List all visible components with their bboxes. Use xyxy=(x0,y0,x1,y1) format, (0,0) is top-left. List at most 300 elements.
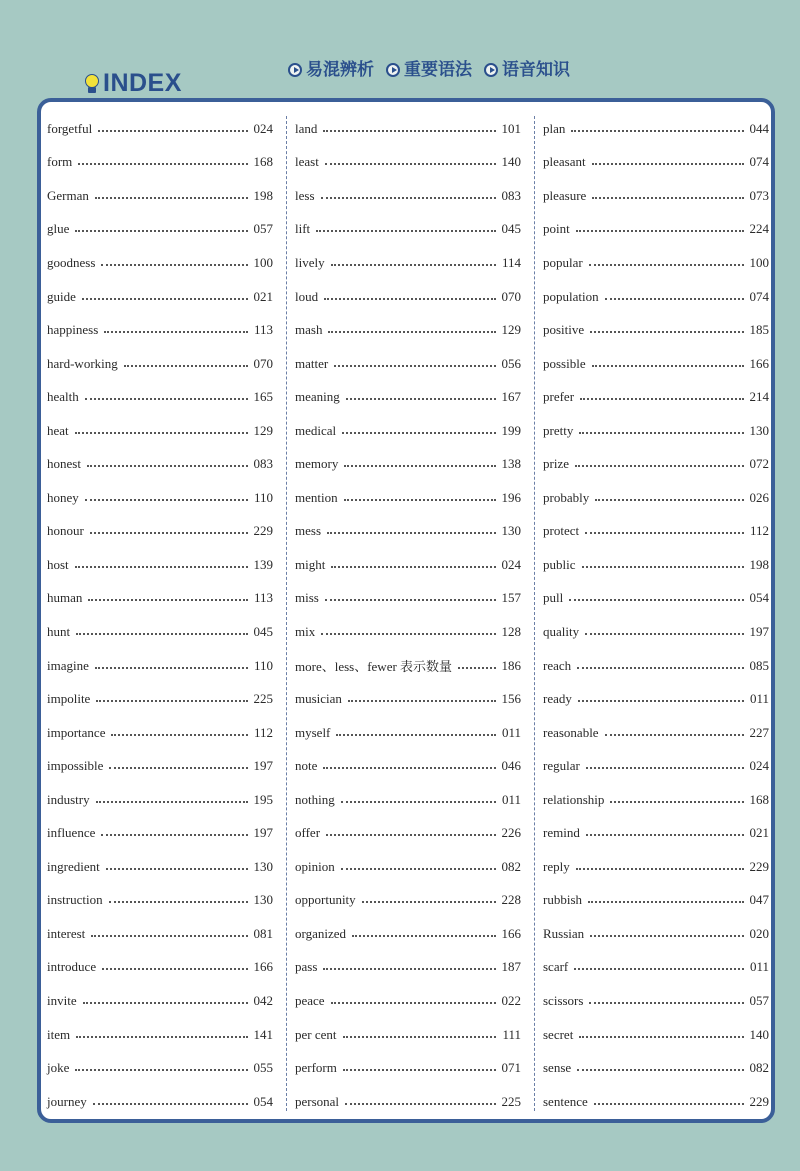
dot-leader xyxy=(96,700,247,702)
entry-page-number: 225 xyxy=(501,1093,521,1109)
entry-word: industry xyxy=(47,791,90,807)
index-entry[interactable] xyxy=(543,179,769,213)
dot-leader xyxy=(576,230,744,232)
entry-word: mention xyxy=(295,489,338,505)
index-entry[interactable] xyxy=(543,582,769,616)
entry-word: reasonable xyxy=(543,724,599,740)
entry-page-number: 057 xyxy=(253,221,273,237)
dot-leader xyxy=(458,667,495,669)
index-entry[interactable] xyxy=(47,179,273,213)
entry-word: sentence xyxy=(543,1093,588,1109)
index-entry[interactable] xyxy=(543,816,769,850)
index-column-2 xyxy=(295,112,521,1118)
index-entry[interactable] xyxy=(47,414,273,448)
entry-word: least xyxy=(295,154,319,170)
index-entry[interactable] xyxy=(295,515,521,549)
entry-page-number: 083 xyxy=(501,187,521,203)
index-entry[interactable] xyxy=(47,682,273,716)
index-entry[interactable] xyxy=(295,749,521,783)
index-entry[interactable] xyxy=(543,414,769,448)
index-entry[interactable] xyxy=(543,1018,769,1052)
index-entry[interactable] xyxy=(295,1051,521,1085)
entry-page-number: 113 xyxy=(253,590,273,606)
entry-page-number: 070 xyxy=(501,288,521,304)
index-entry[interactable] xyxy=(295,649,521,683)
index-entry[interactable] xyxy=(47,548,273,582)
dot-leader xyxy=(75,230,247,232)
entry-page-number: 081 xyxy=(253,925,273,941)
index-entry[interactable] xyxy=(47,246,273,280)
entry-word: item xyxy=(47,1026,71,1042)
entry-page-number: 198 xyxy=(253,187,273,203)
index-entry[interactable] xyxy=(47,951,273,985)
index-entry[interactable] xyxy=(47,917,273,951)
entry-page-number: 166 xyxy=(253,959,273,975)
entry-word: public xyxy=(543,556,576,572)
entry-word: matter xyxy=(295,355,329,371)
entry-word: interest xyxy=(47,925,86,941)
index-entry[interactable] xyxy=(543,884,769,918)
index-entry[interactable] xyxy=(295,280,521,314)
nav-label: 语音知识 xyxy=(502,60,570,80)
entry-page-number: 073 xyxy=(749,187,769,203)
index-entry[interactable] xyxy=(47,112,273,146)
entry-word: pull xyxy=(543,590,564,606)
nav-item-confusables[interactable] xyxy=(288,58,374,82)
entry-page-number: 214 xyxy=(749,389,769,405)
index-entry[interactable] xyxy=(47,850,273,884)
entry-word: peace xyxy=(295,992,325,1008)
entry-word: opportunity xyxy=(295,892,356,908)
entry-word: German xyxy=(47,187,89,203)
index-entry[interactable] xyxy=(543,716,769,750)
entry-page-number: 110 xyxy=(253,657,273,673)
entry-page-number: 110 xyxy=(253,489,273,505)
dot-leader xyxy=(124,365,248,367)
entry-word: prize xyxy=(543,456,569,472)
entry-page-number: 024 xyxy=(501,556,521,572)
dot-leader xyxy=(327,532,496,534)
index-entry[interactable] xyxy=(47,447,273,481)
dot-leader xyxy=(102,968,247,970)
entry-word: more、less、fewer 表示数量 xyxy=(295,659,453,675)
entry-page-number: 054 xyxy=(253,1093,273,1109)
entry-page-number: 186 xyxy=(501,657,521,673)
dot-leader xyxy=(586,834,744,836)
index-entry[interactable] xyxy=(47,380,273,414)
dot-leader xyxy=(90,532,248,534)
entry-page-number: 229 xyxy=(749,858,769,874)
dot-leader xyxy=(605,734,744,736)
dot-leader xyxy=(605,298,744,300)
entry-word: invite xyxy=(47,992,77,1008)
entry-word: pleasure xyxy=(543,187,587,203)
dot-leader xyxy=(109,901,248,903)
entry-page-number: 130 xyxy=(253,892,273,908)
dot-leader xyxy=(324,298,495,300)
index-entry[interactable] xyxy=(543,951,769,985)
entry-page-number: 082 xyxy=(749,1060,769,1076)
entry-page-number: 129 xyxy=(501,322,521,338)
dot-leader xyxy=(594,1103,744,1105)
entry-word: imagine xyxy=(47,657,89,673)
index-entry[interactable] xyxy=(543,984,769,1018)
index-entry[interactable] xyxy=(47,515,273,549)
dot-leader xyxy=(579,432,743,434)
dot-leader xyxy=(75,566,248,568)
nav-label: 重要语法 xyxy=(404,60,472,80)
dot-leader xyxy=(75,432,248,434)
dot-leader xyxy=(577,667,743,669)
dot-leader xyxy=(98,130,247,132)
column-divider xyxy=(534,116,535,1111)
dot-leader xyxy=(328,331,495,333)
entry-page-number: 130 xyxy=(253,858,273,874)
index-entry[interactable] xyxy=(543,246,769,280)
entry-page-number: 139 xyxy=(253,556,273,572)
dot-leader xyxy=(341,801,496,803)
dot-leader xyxy=(331,1002,496,1004)
entry-page-number: 011 xyxy=(501,791,521,807)
index-entry[interactable] xyxy=(543,917,769,951)
index-panel xyxy=(37,98,775,1123)
dot-leader xyxy=(331,566,495,568)
entry-word: ready xyxy=(543,691,572,707)
play-icon xyxy=(288,63,302,77)
dot-leader xyxy=(346,398,496,400)
index-entry[interactable] xyxy=(47,649,273,683)
entry-word: mash xyxy=(295,322,323,338)
entry-word: hard-working xyxy=(47,355,118,371)
entry-word: hunt xyxy=(47,623,71,639)
entry-word: perform xyxy=(295,1060,337,1076)
index-entry[interactable] xyxy=(47,347,273,381)
dot-leader xyxy=(78,163,247,165)
entry-page-number: 197 xyxy=(749,623,769,639)
index-entry[interactable] xyxy=(295,1018,521,1052)
index-entry[interactable] xyxy=(47,716,273,750)
index-entry[interactable] xyxy=(295,917,521,951)
dot-leader xyxy=(82,298,248,300)
index-entry[interactable] xyxy=(543,749,769,783)
lightbulb-icon xyxy=(84,72,100,94)
index-entry[interactable] xyxy=(47,615,273,649)
index-entry[interactable] xyxy=(47,884,273,918)
entry-page-number: 198 xyxy=(749,556,769,572)
entry-page-number: 229 xyxy=(253,523,273,539)
index-entry[interactable] xyxy=(295,447,521,481)
nav-item-phonetics[interactable] xyxy=(484,58,570,82)
entry-word: possible xyxy=(543,355,586,371)
dot-leader xyxy=(582,566,744,568)
entry-word: organized xyxy=(295,925,347,941)
entry-word: less xyxy=(295,187,315,203)
dot-leader xyxy=(344,465,495,467)
entry-page-number: 128 xyxy=(501,623,521,639)
entry-word: ingredient xyxy=(47,858,100,874)
index-entry[interactable] xyxy=(543,515,769,549)
index-entry[interactable] xyxy=(295,246,521,280)
dot-leader xyxy=(342,432,495,434)
index-entry[interactable] xyxy=(543,1051,769,1085)
entry-word: mix xyxy=(295,623,316,639)
entry-page-number: 167 xyxy=(501,389,521,405)
entry-page-number: 141 xyxy=(253,1026,273,1042)
dot-leader xyxy=(574,968,744,970)
index-entry[interactable] xyxy=(47,146,273,180)
index-entry[interactable] xyxy=(543,313,769,347)
index-entry[interactable] xyxy=(295,783,521,817)
entry-page-number: 130 xyxy=(501,523,521,539)
dot-leader xyxy=(104,331,248,333)
entry-page-number: 112 xyxy=(749,523,769,539)
entry-page-number: 225 xyxy=(253,691,273,707)
dot-leader xyxy=(569,599,743,601)
entry-word: honey xyxy=(47,489,79,505)
index-entry[interactable] xyxy=(543,112,769,146)
entry-word: rubbish xyxy=(543,892,582,908)
header xyxy=(0,0,800,100)
index-entry[interactable] xyxy=(295,1085,521,1119)
entry-word: joke xyxy=(47,1060,70,1076)
index-entry[interactable] xyxy=(295,984,521,1018)
index-entry[interactable] xyxy=(47,749,273,783)
entry-page-number: 082 xyxy=(501,858,521,874)
entry-word: happiness xyxy=(47,322,99,338)
index-entry[interactable] xyxy=(47,313,273,347)
entry-word: pass xyxy=(295,959,318,975)
entry-page-number: 047 xyxy=(749,892,769,908)
entry-word: honour xyxy=(47,523,84,539)
entry-page-number: 011 xyxy=(749,691,769,707)
dot-leader xyxy=(331,264,496,266)
dot-leader xyxy=(326,834,495,836)
entry-word: plan xyxy=(543,120,566,136)
index-entry[interactable] xyxy=(543,682,769,716)
index-entry[interactable] xyxy=(543,213,769,247)
entry-page-number: 166 xyxy=(501,925,521,941)
entry-page-number: 070 xyxy=(253,355,273,371)
dot-leader xyxy=(586,767,744,769)
index-entry[interactable] xyxy=(543,615,769,649)
entry-word: form xyxy=(47,154,73,170)
index-column-1 xyxy=(47,112,273,1118)
index-entry[interactable] xyxy=(543,481,769,515)
index-entry[interactable] xyxy=(543,850,769,884)
index-entry[interactable] xyxy=(295,213,521,247)
entry-page-number: 101 xyxy=(501,120,521,136)
entry-page-number: 057 xyxy=(749,992,769,1008)
dot-leader xyxy=(590,331,743,333)
entry-word: per cent xyxy=(295,1026,337,1042)
index-entry[interactable] xyxy=(543,548,769,582)
dot-leader xyxy=(91,935,247,937)
entry-page-number: 056 xyxy=(501,355,521,371)
entry-word: secret xyxy=(543,1026,574,1042)
index-entry[interactable] xyxy=(543,649,769,683)
index-entry[interactable] xyxy=(295,615,521,649)
entry-word: host xyxy=(47,556,69,572)
index-entry[interactable] xyxy=(47,481,273,515)
dot-leader xyxy=(87,465,248,467)
dot-leader xyxy=(321,197,496,199)
nav-label: 易混辨析 xyxy=(306,60,374,80)
entry-page-number: 228 xyxy=(501,892,521,908)
index-entry[interactable] xyxy=(543,1085,769,1119)
entry-word: quality xyxy=(543,623,580,639)
index-entry[interactable] xyxy=(295,481,521,515)
entry-word: miss xyxy=(295,590,319,606)
entry-page-number: 026 xyxy=(749,489,769,505)
dot-leader xyxy=(577,1069,743,1071)
index-entry[interactable] xyxy=(543,347,769,381)
entry-page-number: 168 xyxy=(253,154,273,170)
entry-word: journey xyxy=(47,1093,87,1109)
entry-page-number: 045 xyxy=(253,623,273,639)
entry-page-number: 195 xyxy=(253,791,273,807)
index-entry[interactable] xyxy=(295,682,521,716)
index-entry[interactable] xyxy=(47,280,273,314)
index-entry[interactable] xyxy=(295,347,521,381)
entry-word: scarf xyxy=(543,959,569,975)
entry-word: importance xyxy=(47,724,106,740)
index-entry[interactable] xyxy=(47,582,273,616)
entry-word: protect xyxy=(543,523,580,539)
dot-leader xyxy=(343,1036,497,1038)
entry-page-number: 071 xyxy=(501,1060,521,1076)
entry-page-number: 044 xyxy=(749,120,769,136)
index-entry[interactable] xyxy=(295,582,521,616)
entry-page-number: 227 xyxy=(749,724,769,740)
entry-page-number: 166 xyxy=(749,355,769,371)
index-entry[interactable] xyxy=(295,716,521,750)
entry-page-number: 100 xyxy=(253,254,273,270)
entry-word: popular xyxy=(543,254,583,270)
index-entry[interactable] xyxy=(295,380,521,414)
index-entry[interactable] xyxy=(295,146,521,180)
entry-page-number: 045 xyxy=(501,221,521,237)
entry-word: positive xyxy=(543,322,585,338)
entry-word: human xyxy=(47,590,83,606)
index-entry[interactable] xyxy=(295,112,521,146)
dot-leader xyxy=(580,398,743,400)
index-entry[interactable] xyxy=(295,179,521,213)
entry-page-number: 046 xyxy=(501,758,521,774)
index-entry[interactable] xyxy=(47,1018,273,1052)
nav-item-grammar[interactable] xyxy=(386,58,472,82)
entry-page-number: 196 xyxy=(501,489,521,505)
entry-word: probably xyxy=(543,489,590,505)
entry-page-number: 111 xyxy=(502,1026,521,1042)
entry-page-number: 021 xyxy=(253,288,273,304)
index-entry[interactable] xyxy=(47,213,273,247)
entry-word: Russian xyxy=(543,925,585,941)
dot-leader xyxy=(323,968,495,970)
dot-leader xyxy=(323,130,495,132)
index-entry[interactable] xyxy=(295,414,521,448)
entry-page-number: 011 xyxy=(501,724,521,740)
entry-page-number: 085 xyxy=(749,657,769,673)
index-entry[interactable] xyxy=(295,850,521,884)
dot-leader xyxy=(101,834,247,836)
index-entry[interactable] xyxy=(295,884,521,918)
index-entry[interactable] xyxy=(295,548,521,582)
entry-page-number: 083 xyxy=(253,456,273,472)
dot-leader xyxy=(109,767,247,769)
index-entry[interactable] xyxy=(295,951,521,985)
dot-leader xyxy=(575,465,744,467)
entry-word: myself xyxy=(295,724,331,740)
entry-word: influence xyxy=(47,825,96,841)
index-entry[interactable] xyxy=(543,447,769,481)
index-entry[interactable] xyxy=(47,984,273,1018)
index-entry[interactable] xyxy=(47,1085,273,1119)
entry-page-number: 140 xyxy=(501,154,521,170)
index-entry[interactable] xyxy=(543,380,769,414)
entry-word: instruction xyxy=(47,892,103,908)
index-entry[interactable] xyxy=(543,783,769,817)
entry-page-number: 199 xyxy=(501,422,521,438)
entry-word: note xyxy=(295,758,318,774)
entry-word: meaning xyxy=(295,389,340,405)
dot-leader xyxy=(88,599,248,601)
column-divider xyxy=(286,116,287,1111)
entry-page-number: 130 xyxy=(749,422,769,438)
index-entry[interactable] xyxy=(543,146,769,180)
index-entry[interactable] xyxy=(543,280,769,314)
entry-page-number: 187 xyxy=(501,959,521,975)
entry-word: lively xyxy=(295,254,325,270)
dot-leader xyxy=(610,801,743,803)
entry-word: relationship xyxy=(543,791,605,807)
dot-leader xyxy=(576,868,744,870)
index-entry[interactable] xyxy=(295,816,521,850)
index-logo xyxy=(84,70,182,96)
entry-page-number: 024 xyxy=(253,120,273,136)
entry-word: introduce xyxy=(47,959,97,975)
entry-page-number: 185 xyxy=(749,322,769,338)
dot-leader xyxy=(578,700,744,702)
index-entry[interactable] xyxy=(47,816,273,850)
dot-leader xyxy=(83,1002,248,1004)
play-icon xyxy=(484,63,498,77)
index-entry[interactable] xyxy=(295,313,521,347)
entry-page-number: 020 xyxy=(749,925,769,941)
logo-text: INDEX xyxy=(103,69,182,97)
dot-leader xyxy=(316,230,495,232)
entry-word: opinion xyxy=(295,858,335,874)
entry-word: guide xyxy=(47,288,76,304)
dot-leader xyxy=(321,633,495,635)
index-entry[interactable] xyxy=(47,1051,273,1085)
entry-word: reach xyxy=(543,657,572,673)
entry-page-number: 113 xyxy=(253,322,273,338)
entry-word: mess xyxy=(295,523,321,539)
entry-word: offer xyxy=(295,825,321,841)
entry-word: nothing xyxy=(295,791,335,807)
dot-leader xyxy=(589,1002,743,1004)
dot-leader xyxy=(106,868,248,870)
dot-leader xyxy=(592,197,743,199)
entry-word: honest xyxy=(47,456,81,472)
entry-word: heat xyxy=(47,422,69,438)
dot-leader xyxy=(95,197,248,199)
entry-page-number: 197 xyxy=(253,758,273,774)
entry-word: pretty xyxy=(543,422,574,438)
index-entry[interactable] xyxy=(47,783,273,817)
dot-leader xyxy=(325,599,496,601)
dot-leader xyxy=(323,767,495,769)
